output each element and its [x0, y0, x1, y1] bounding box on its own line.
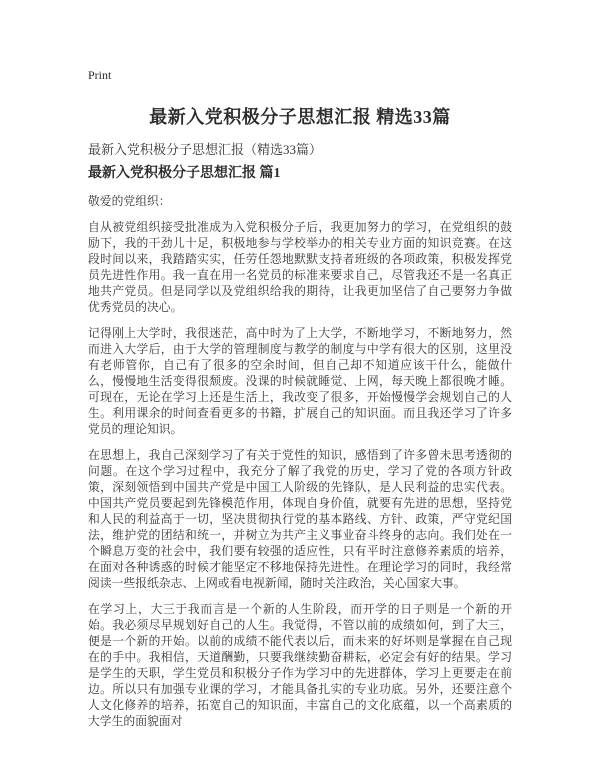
section-heading: 最新入党积极分子思想汇报 篇1 — [88, 166, 281, 181]
paragraph-2: 记得刚上大学时，我很迷茫，高中时为了上大学，不断地学习，不断地努力，然而进入大学后，由于大学的管理制度与教学的制度与中学有很大的区别，这里没有老师管你，自己有了很多的空余时间，但自己却不知道应该干什么，能做什么，慢慢地生活变得很颓废。没课的时候就睡觉、上网，每天晚上都很晚才睡。可现在，无论在学习上还是生活上，我改变了很多，开始慢慢学会规划自己的人生。利用课余的时间查看更多的书籍，扩展自己的知识面。而且我还学习了许多党员的理论知识。 — [88, 326, 512, 436]
document-subtitle: 最新入党积极分子思想汇报（精选33篇） — [88, 142, 323, 157]
paragraph-4: 在学习上，大三于我而言是一个新的人生阶段，而开学的日子则是一个新的开始。我必须尽早规划好自己的人生。我觉得，不管以前的成绩如何，到了大三，便是一个新的开始。以前的成绩不能代表以后，而未来的好坏则是掌握在自己现在的手中。我相信，天道酬勤，只要我继续勤奋耕耘，必定会有好的结果。学习是学生的天职，学生党员和积极分子作为学习中的先进群体，学习上更要走在前边。所以只有加强专业课的学习，才能具备扎实的专业功底。另外，还要注意个人文化修养的培养，拓宽自己的知识面，丰富自己的文化底蕴，以一个高素质的大学生的面貌面对 — [88, 602, 512, 728]
print-button[interactable]: Print — [88, 68, 112, 82]
page-title: 最新入党积极分子思想汇报 精选33篇 — [149, 107, 451, 127]
salutation-line: 敬爱的党组织： — [88, 194, 171, 208]
paragraph-1: 自从被党组织接受批准成为入党积极分子后，我更加努力的学习，在党组织的鼓励下，我的干劲儿十足，积极地参与学校举办的相关专业方面的知识竞赛。在这段时间以来，我踏踏实实，任劳任怨地默默支持者班级的各项政策，积极发挥党员先进性作用。我一直在用一名党员的标准来要求自己，尽管我还不是一名真正地共产党员。但是同学以及党组织给我的期待，让我更加坚信了自己要努力争做优秀党员的决心。 — [88, 220, 512, 314]
paragraph-3: 在思想上，我自己深刻学习了有关于党性的知识，感悟到了许多曾未思考透彻的问题。在这个学习过程中，我充分了解了我党的历史，学习了党的各项方针政策，深刻领悟到中国共产党是中国工人阶级的先锋队，是人民利益的忠实代表。中国共产党员要起到先锋模范作用，体现自身价值，就要有先进的思想，坚持党和人民的利益高于一切，坚决贯彻执行党的基本路线、方针、政策，严守党纪国法，维护党的团结和统一，并树立为共产主义事业奋斗终身的志向。我们处在一个瞬息万变的社会中，我们要有较强的适应性，只有平时注意修养素质的培养，在面对各种诱惑的时候才能坚定不移地保持先进性。在理论学习的同时，我经常阅读一些报纸杂志、上网或看电视新闻，随时关注政治，关心国家大事。 — [88, 448, 512, 590]
